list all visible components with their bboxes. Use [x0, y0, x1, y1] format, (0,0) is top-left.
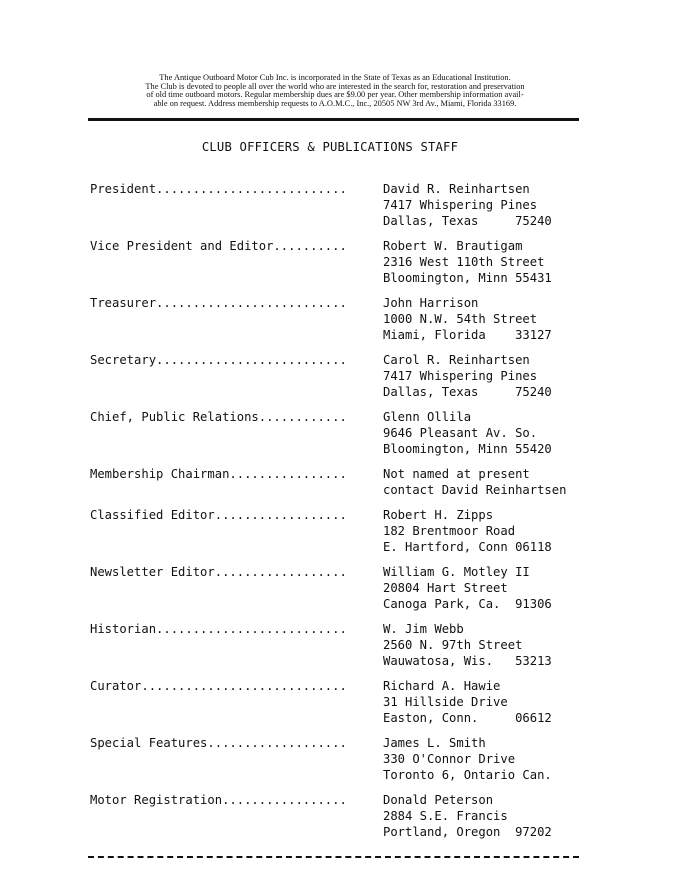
officer-role: Curator............................	[90, 679, 347, 693]
intro-line: of old time outboard motors. Regular membership dues are $9.00 per year. Other membership information avail-	[146, 90, 524, 100]
intro-line: able on request. Address membership requests to A.O.M.C., Inc., 20505 NW 3rd Av., Miami, Florida 33169.	[153, 98, 517, 108]
officer-name: Robert W. Brautigam	[383, 239, 523, 253]
officer-street: 7417 Whispering Pines	[383, 369, 538, 383]
officer-address	[383, 621, 552, 669]
club-intro-paragraph	[86, 74, 584, 108]
officer-address	[383, 792, 552, 840]
officer-role: Historian..........................	[90, 622, 347, 636]
officer-role: Motor Registration.................	[90, 793, 347, 807]
officer-address	[383, 295, 552, 343]
officer-address	[383, 678, 552, 726]
officer-name: Richard A. Hawie	[383, 679, 501, 693]
officer-city: E. Hartford, Conn 06118	[383, 540, 552, 554]
officer-role: Newsletter Editor..................	[90, 565, 347, 579]
officer-role: Classified Editor..................	[90, 508, 347, 522]
officer-role: Secretary..........................	[90, 353, 347, 367]
officer-street: 2884 S.E. Francis	[383, 809, 508, 823]
officer-address	[383, 564, 552, 612]
officer-role: President..........................	[90, 182, 347, 196]
officer-name: Not named at present	[383, 467, 530, 481]
officer-city: Dallas, Texas 75240	[383, 214, 552, 228]
officer-address	[383, 409, 552, 457]
officer-city: Toronto 6, Ontario Can.	[383, 768, 552, 782]
officer-name: Robert H. Zipps	[383, 508, 494, 522]
officer-city: Dallas, Texas 75240	[383, 385, 552, 399]
officer-street: 1000 N.W. 54th Street	[383, 312, 538, 326]
footer-dashed-divider	[88, 856, 579, 858]
intro-line: The Antique Outboard Motor Cub Inc. is incorporated in the State of Texas as an Educational Institution.	[159, 73, 511, 82]
officer-street: 31 Hillside Drive	[383, 695, 508, 709]
officer-city: Canoga Park, Ca. 91306	[383, 597, 552, 611]
officer-city: Bloomington, Minn 55420	[383, 442, 552, 456]
officer-name: W. Jim Webb	[383, 622, 464, 636]
officer-name: James L. Smith	[383, 736, 486, 750]
officer-city: Miami, Florida 33127	[383, 328, 552, 342]
officer-street: 2560 N. 97th Street	[383, 638, 523, 652]
officer-name: Carol R. Reinhartsen	[383, 353, 530, 367]
officer-address	[383, 735, 552, 783]
officer-street: 20804 Hart Street	[383, 581, 508, 595]
officer-name: Glenn Ollila	[383, 410, 472, 424]
officer-role: Membership Chairman................	[90, 467, 347, 481]
officer-address	[383, 507, 552, 555]
officer-role: Special Features...................	[90, 736, 347, 750]
officer-city: Easton, Conn. 06612	[383, 711, 552, 725]
page-title: CLUB OFFICERS & PUBLICATIONS STAFF	[201, 140, 459, 154]
officer-name: Donald Peterson	[383, 793, 494, 807]
officer-note: contact David Reinhartsen	[383, 483, 567, 497]
officer-role: Treasurer..........................	[90, 296, 347, 310]
header-divider	[88, 118, 579, 121]
officer-street: 2316 West 110th Street	[383, 255, 545, 269]
officer-address	[383, 466, 566, 498]
officer-city: Wauwatosa, Wis. 53213	[383, 654, 552, 668]
officer-name: David R. Reinhartsen	[383, 182, 530, 196]
officer-name: John Harrison	[383, 296, 479, 310]
officer-street: 330 O'Connor Drive	[383, 752, 516, 766]
intro-line: The Club is devoted to people all over the world who are interested in the search for, restoration and preservation	[145, 81, 525, 91]
officer-address	[383, 352, 552, 400]
officer-address	[383, 238, 552, 286]
officer-role: Chief, Public Relations............	[90, 410, 347, 424]
officer-address	[383, 181, 552, 229]
officer-city: Bloomington, Minn 55431	[383, 271, 552, 285]
officer-name: William G. Motley II	[383, 565, 530, 579]
officer-city: Portland, Oregon 97202	[383, 825, 552, 839]
officer-street: 182 Brentmoor Road	[383, 524, 516, 538]
officer-street: 7417 Whispering Pines	[383, 198, 538, 212]
officer-street: 9646 Pleasant Av. So.	[383, 426, 538, 440]
officer-role: Vice President and Editor..........	[90, 239, 347, 253]
